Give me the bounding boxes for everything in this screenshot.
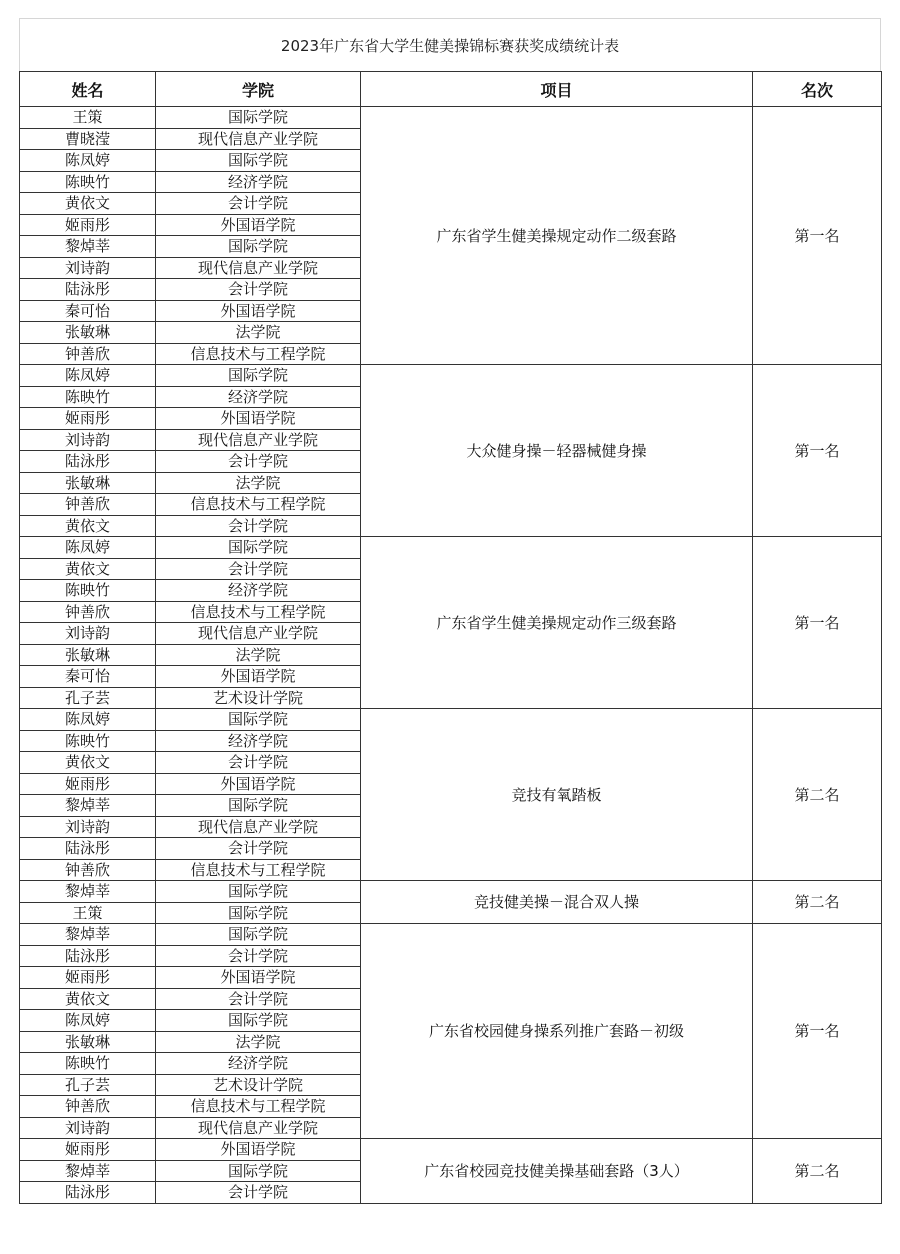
- cell-college: 信息技术与工程学院: [156, 859, 361, 881]
- cell-rank: 第一名: [753, 537, 882, 709]
- cell-name: 刘诗韵: [20, 257, 156, 279]
- cell-name: 陈凤婷: [20, 1010, 156, 1032]
- cell-name: 钟善欣: [20, 494, 156, 516]
- cell-college: 会计学院: [156, 451, 361, 473]
- table-row: [20, 537, 882, 559]
- awards-table: [19, 71, 882, 1204]
- cell-college: 法学院: [156, 644, 361, 666]
- table-body: [20, 107, 882, 1204]
- cell-name: 陆泳彤: [20, 838, 156, 860]
- cell-college: 经济学院: [156, 1053, 361, 1075]
- cell-rank: 第二名: [753, 1139, 882, 1204]
- cell-name: 王策: [20, 902, 156, 924]
- cell-rank: 第一名: [753, 924, 882, 1139]
- cell-college: 外国语学院: [156, 666, 361, 688]
- cell-rank: 第二名: [753, 881, 882, 924]
- header-row: [20, 72, 882, 107]
- cell-name: 姬雨彤: [20, 967, 156, 989]
- cell-college: 外国语学院: [156, 967, 361, 989]
- cell-name: 陈凤婷: [20, 150, 156, 172]
- cell-name: 陈映竹: [20, 580, 156, 602]
- cell-college: 会计学院: [156, 279, 361, 301]
- cell-college: 国际学院: [156, 795, 361, 817]
- cell-name: 姬雨彤: [20, 214, 156, 236]
- cell-college: 会计学院: [156, 945, 361, 967]
- cell-college: 现代信息产业学院: [156, 128, 361, 150]
- cell-name: 黎焯莘: [20, 924, 156, 946]
- cell-college: 信息技术与工程学院: [156, 494, 361, 516]
- cell-name: 张敏琳: [20, 1031, 156, 1053]
- cell-project: 广东省校园健身操系列推广套路－初级: [361, 924, 753, 1139]
- cell-college: 国际学院: [156, 150, 361, 172]
- cell-name: 黄依文: [20, 193, 156, 215]
- cell-college: 会计学院: [156, 1182, 361, 1204]
- cell-college: 会计学院: [156, 752, 361, 774]
- table-row: [20, 107, 882, 129]
- cell-college: 信息技术与工程学院: [156, 343, 361, 365]
- cell-college: 国际学院: [156, 236, 361, 258]
- cell-project: 竞技健美操－混合双人操: [361, 881, 753, 924]
- header-college: 学院: [156, 72, 361, 107]
- cell-college: 现代信息产业学院: [156, 257, 361, 279]
- cell-name: 黎焯莘: [20, 1160, 156, 1182]
- cell-rank: 第一名: [753, 107, 882, 365]
- cell-name: 陈凤婷: [20, 537, 156, 559]
- cell-name: 姬雨彤: [20, 773, 156, 795]
- cell-college: 经济学院: [156, 580, 361, 602]
- cell-name: 钟善欣: [20, 1096, 156, 1118]
- cell-college: 艺术设计学院: [156, 687, 361, 709]
- cell-name: 陆泳彤: [20, 1182, 156, 1204]
- table-row: [20, 881, 882, 903]
- cell-project: 广东省学生健美操规定动作三级套路: [361, 537, 753, 709]
- cell-college: 会计学院: [156, 838, 361, 860]
- cell-college: 外国语学院: [156, 1139, 361, 1161]
- cell-rank: 第二名: [753, 709, 882, 881]
- cell-name: 刘诗韵: [20, 1117, 156, 1139]
- cell-college: 现代信息产业学院: [156, 429, 361, 451]
- cell-college: 外国语学院: [156, 408, 361, 430]
- table-row: [20, 924, 882, 946]
- awards-sheet: [19, 18, 881, 1204]
- cell-college: 信息技术与工程学院: [156, 601, 361, 623]
- cell-name: 张敏琳: [20, 644, 156, 666]
- cell-name: 钟善欣: [20, 343, 156, 365]
- cell-name: 黎焯莘: [20, 795, 156, 817]
- cell-name: 黎焯莘: [20, 881, 156, 903]
- cell-college: 国际学院: [156, 107, 361, 129]
- cell-project: 广东省校园竞技健美操基础套路（3人）: [361, 1139, 753, 1204]
- cell-college: 信息技术与工程学院: [156, 1096, 361, 1118]
- cell-name: 黄依文: [20, 558, 156, 580]
- cell-name: 秦可怡: [20, 666, 156, 688]
- table-title: 2023年广东省大学生健美操锦标赛获奖成绩统计表: [19, 18, 881, 71]
- cell-college: 法学院: [156, 472, 361, 494]
- cell-project: 大众健身操－轻器械健身操: [361, 365, 753, 537]
- cell-rank: 第一名: [753, 365, 882, 537]
- cell-name: 刘诗韵: [20, 429, 156, 451]
- cell-college: 会计学院: [156, 988, 361, 1010]
- cell-college: 现代信息产业学院: [156, 623, 361, 645]
- cell-college: 外国语学院: [156, 214, 361, 236]
- cell-college: 国际学院: [156, 1160, 361, 1182]
- cell-college: 艺术设计学院: [156, 1074, 361, 1096]
- header-project: 项目: [361, 72, 753, 107]
- cell-name: 孔子芸: [20, 1074, 156, 1096]
- cell-name: 姬雨彤: [20, 408, 156, 430]
- table-row: [20, 365, 882, 387]
- cell-name: 刘诗韵: [20, 816, 156, 838]
- cell-college: 法学院: [156, 322, 361, 344]
- cell-college: 外国语学院: [156, 773, 361, 795]
- cell-name: 张敏琳: [20, 322, 156, 344]
- cell-college: 现代信息产业学院: [156, 1117, 361, 1139]
- cell-name: 陈映竹: [20, 386, 156, 408]
- cell-name: 钟善欣: [20, 601, 156, 623]
- cell-name: 陆泳彤: [20, 451, 156, 473]
- cell-name: 黄依文: [20, 752, 156, 774]
- cell-name: 秦可怡: [20, 300, 156, 322]
- cell-college: 国际学院: [156, 537, 361, 559]
- cell-college: 经济学院: [156, 171, 361, 193]
- cell-name: 陈映竹: [20, 1053, 156, 1075]
- cell-college: 现代信息产业学院: [156, 816, 361, 838]
- cell-college: 国际学院: [156, 1010, 361, 1032]
- cell-name: 陈凤婷: [20, 365, 156, 387]
- cell-college: 法学院: [156, 1031, 361, 1053]
- cell-college: 经济学院: [156, 730, 361, 752]
- cell-college: 国际学院: [156, 709, 361, 731]
- cell-name: 陈凤婷: [20, 709, 156, 731]
- header-name: 姓名: [20, 72, 156, 107]
- cell-name: 陈映竹: [20, 171, 156, 193]
- cell-college: 国际学院: [156, 365, 361, 387]
- table-row: [20, 1139, 882, 1161]
- cell-name: 陆泳彤: [20, 279, 156, 301]
- cell-name: 孔子芸: [20, 687, 156, 709]
- cell-name: 黎焯莘: [20, 236, 156, 258]
- table-row: [20, 709, 882, 731]
- cell-name: 王策: [20, 107, 156, 129]
- cell-project: 广东省学生健美操规定动作二级套路: [361, 107, 753, 365]
- cell-college: 外国语学院: [156, 300, 361, 322]
- header-rank: 名次: [753, 72, 882, 107]
- cell-college: 会计学院: [156, 515, 361, 537]
- cell-college: 国际学院: [156, 881, 361, 903]
- cell-college: 国际学院: [156, 924, 361, 946]
- cell-name: 姬雨彤: [20, 1139, 156, 1161]
- cell-college: 经济学院: [156, 386, 361, 408]
- cell-college: 国际学院: [156, 902, 361, 924]
- cell-project: 竞技有氧踏板: [361, 709, 753, 881]
- cell-name: 张敏琳: [20, 472, 156, 494]
- cell-name: 黄依文: [20, 988, 156, 1010]
- cell-name: 陈映竹: [20, 730, 156, 752]
- cell-name: 黄依文: [20, 515, 156, 537]
- cell-college: 会计学院: [156, 193, 361, 215]
- cell-name: 刘诗韵: [20, 623, 156, 645]
- cell-college: 会计学院: [156, 558, 361, 580]
- cell-name: 钟善欣: [20, 859, 156, 881]
- cell-name: 陆泳彤: [20, 945, 156, 967]
- cell-name: 曹晓滢: [20, 128, 156, 150]
